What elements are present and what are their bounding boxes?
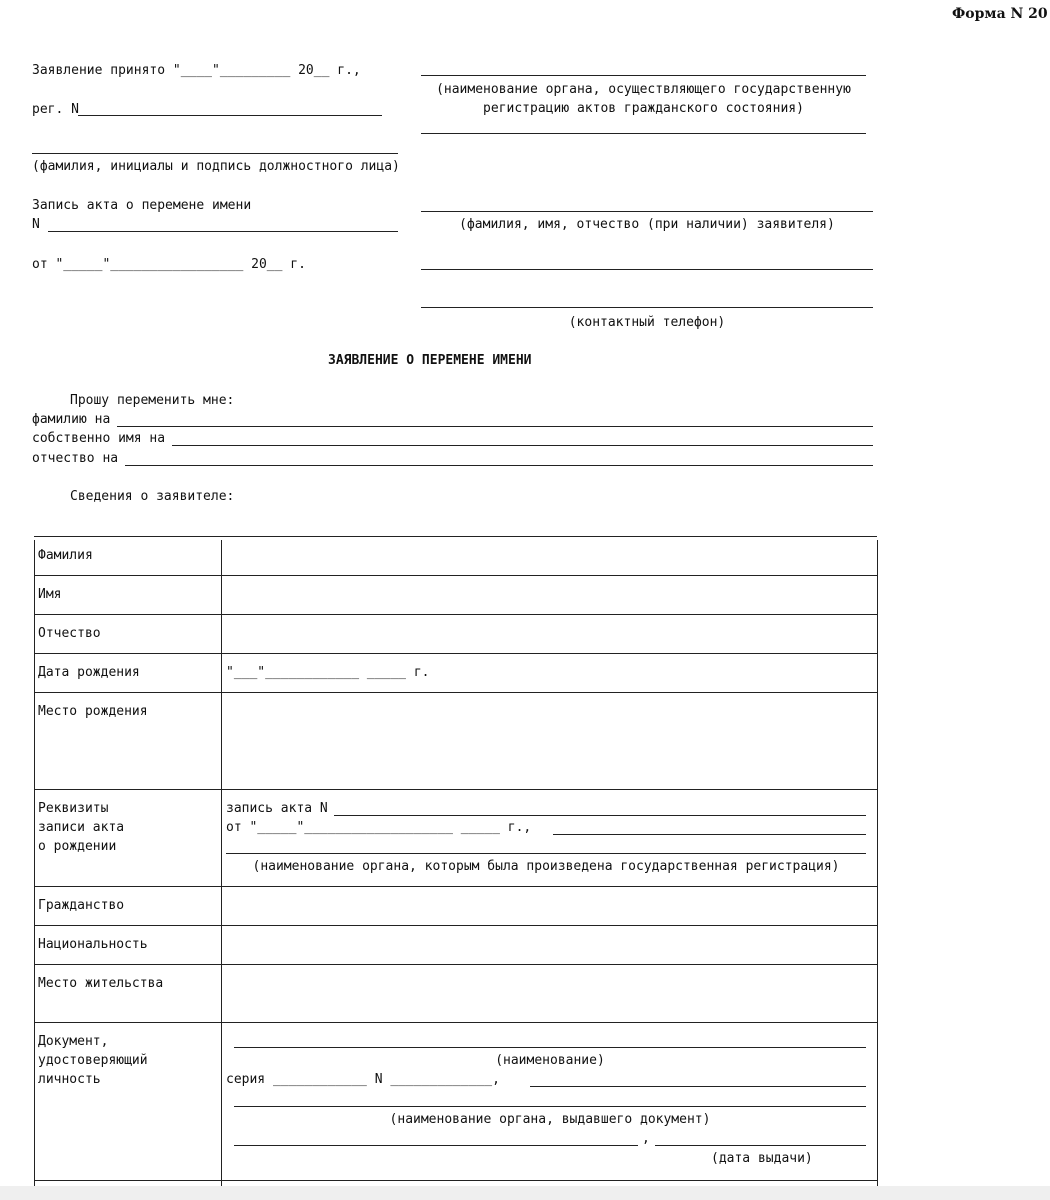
row-label-residence: Место жительства <box>38 976 164 991</box>
comma-separator: , <box>642 1131 650 1146</box>
row-label-birth-record-1: Реквизиты <box>38 801 109 816</box>
new-surname-field[interactable] <box>117 426 873 427</box>
page-bottom-edge <box>0 1186 1050 1200</box>
table-rule <box>34 692 877 693</box>
table-rule <box>34 789 877 790</box>
birth-record-number-field[interactable] <box>334 815 866 816</box>
row-label-birth-date: Дата рождения <box>38 665 140 680</box>
act-record-label: Запись акта о перемене имени <box>32 198 252 213</box>
birth-record-number-label: запись акта N <box>226 801 328 816</box>
table-rule <box>34 614 877 615</box>
registry-organ-caption-1: (наименование органа, осуществляющего государственную <box>436 82 851 97</box>
new-name-label: собственно имя на <box>32 431 166 446</box>
table-rule <box>34 653 877 654</box>
act-record-date: от "_____"_________________ 20__ г. <box>32 257 306 272</box>
birth-record-organ-field[interactable] <box>226 853 866 854</box>
accepted-line: Заявление принято "____"_________ 20__ г., <box>32 63 361 78</box>
row-label-id-doc-2: удостоверяющий <box>38 1053 148 1068</box>
table-column-divider <box>221 540 222 1188</box>
row-label-name: Имя <box>38 587 62 602</box>
act-record-number-label: N <box>32 217 40 232</box>
table-rule <box>34 536 877 537</box>
table-rule <box>34 925 877 926</box>
id-doc-issue-date-field[interactable] <box>655 1145 866 1146</box>
birth-record-organ-caption: (наименование органа, которым была произведена государственная регистрация) <box>252 859 840 874</box>
table-rule <box>34 1180 877 1181</box>
phone-field[interactable] <box>421 307 873 308</box>
id-doc-name-field[interactable] <box>234 1047 866 1048</box>
form-title: ЗАЯВЛЕНИЕ О ПЕРЕМЕНЕ ИМЕНИ <box>328 353 532 368</box>
table-rule <box>34 964 877 965</box>
new-surname-label: фамилию на <box>32 412 111 427</box>
table-rule <box>34 886 877 887</box>
row-label-surname: Фамилия <box>38 548 93 563</box>
id-doc-name-caption: (наименование) <box>495 1053 605 1068</box>
new-name-field[interactable] <box>172 445 873 446</box>
id-doc-number-extra-field[interactable] <box>530 1086 866 1087</box>
birth-record-extra-field[interactable] <box>553 834 866 835</box>
table-rule <box>34 1022 877 1023</box>
row-label-patronymic: Отчество <box>38 626 101 641</box>
table-rule <box>34 575 877 576</box>
applicant-caption: (фамилия, имя, отчество (при наличии) заявителя) <box>459 217 835 232</box>
id-doc-series-field[interactable]: серия ____________ N _____________, <box>226 1072 500 1087</box>
reg-number-field[interactable] <box>78 115 382 116</box>
row-label-birth-record-2: записи акта <box>38 820 125 835</box>
reg-number-label: рег. N <box>32 102 79 117</box>
row-label-nationality: Национальность <box>38 937 148 952</box>
registry-organ-field[interactable] <box>421 75 866 76</box>
row-label-birth-record-3: о рождении <box>38 839 117 854</box>
table-right-border <box>877 540 878 1188</box>
new-patronymic-field[interactable] <box>125 465 873 466</box>
id-doc-issuer-field-2[interactable] <box>234 1145 638 1146</box>
row-label-id-doc-3: личность <box>38 1072 101 1087</box>
applicant-info-label: Сведения о заявителе: <box>70 489 235 504</box>
registry-organ-field-2[interactable] <box>421 133 866 134</box>
official-caption: (фамилия, инициалы и подпись должностного лица) <box>32 159 400 174</box>
new-patronymic-label: отчество на <box>32 451 119 466</box>
form-number: Форма N 20 <box>952 6 1048 22</box>
table-left-border <box>34 540 35 1188</box>
row-label-id-doc-1: Документ, <box>38 1034 109 1049</box>
row-label-birth-place: Место рождения <box>38 704 148 719</box>
act-record-number-field[interactable] <box>48 231 398 232</box>
phone-caption: (контактный телефон) <box>568 315 726 330</box>
id-doc-issuer-field[interactable] <box>234 1106 866 1107</box>
registry-organ-caption-2: регистрацию актов гражданского состояния) <box>483 101 804 116</box>
request-intro: Прошу переменить мне: <box>70 393 235 408</box>
applicant-name-field[interactable] <box>421 211 873 212</box>
birth-date-field[interactable]: "___"____________ _____ г. <box>226 665 430 680</box>
birth-record-date-field[interactable]: от "_____"___________________ _____ г., <box>226 820 532 835</box>
row-label-citizenship: Гражданство <box>38 898 125 913</box>
applicant-name-field-2[interactable] <box>421 269 873 270</box>
id-doc-date-caption: (дата выдачи) <box>711 1151 813 1166</box>
id-doc-issuer-caption: (наименование органа, выдавшего документ) <box>389 1112 711 1127</box>
official-signature-field[interactable] <box>32 153 398 154</box>
